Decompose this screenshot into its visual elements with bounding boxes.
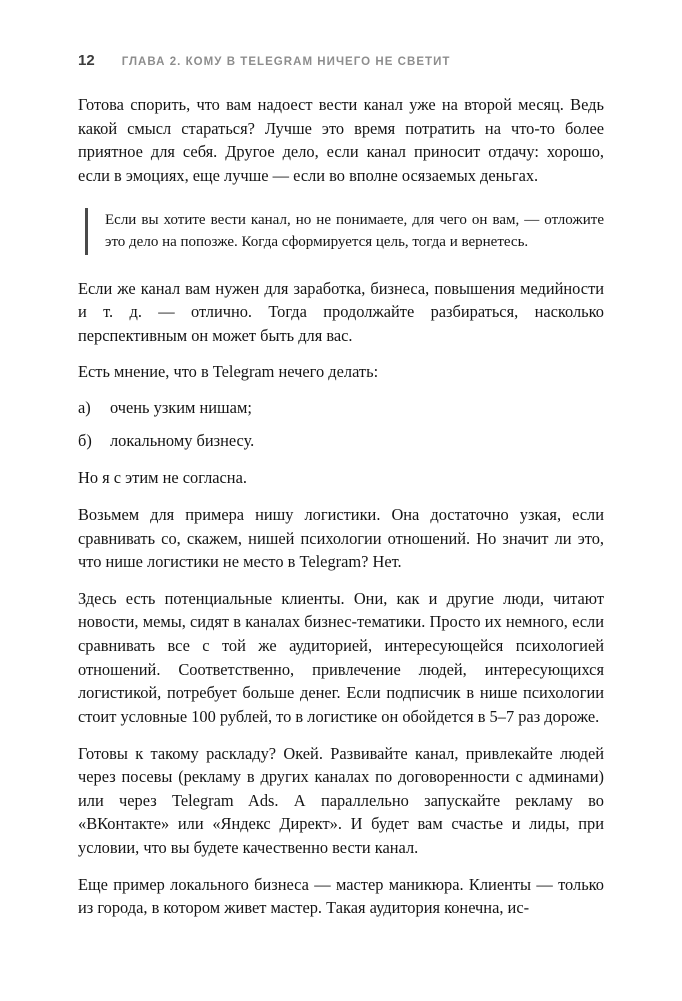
paragraph-2: Если же канал вам нужен для заработка, бизнеса, повышения медийности и т. д. — отлично. Тогда продолжайте разбираться, насколько перспективным он может быть для вас. [78,278,604,345]
paragraph-4: Но я с этим не согласна. [78,468,247,488]
list-marker: а) [78,398,91,417]
list [78,396,604,452]
page-header [78,52,604,69]
list-item [78,396,604,420]
paragraph-5: Возьмем для примера нишу логистики. Она достаточно узкая, если сравнивать со, скажем, нишей психологии отношений. Но значит ли это, что нише логистики не место в Telegram? Нет. [78,504,604,572]
list-item [78,429,604,453]
list-marker: б) [78,430,92,450]
list-item-text: очень узким нишам; [110,398,252,417]
paragraph-7: Готовы к такому раскладу? Окей. Развивайте канал, привлекайте людей через посевы (рекламу в других каналах по договоренности с админами) или через Telegram Ads. А параллельно запускайте рекламу во «ВКонтакте» или «Яндекс Директ». И будет вам счастье и лиды, при условии, что вы будете качественно вести канал. [78,743,604,857]
paragraph-3: Есть мнение, что в Telegram нечего делать: [78,362,379,382]
paragraph-8: Еще пример локального бизнеса — мастер маникюра. Клиенты — только из города, в котором живет мастер. Такая аудитория конечна, ис- [78,874,604,918]
quote-bar [85,208,88,255]
page-body [78,93,604,920]
list-item-text: локальному бизнесу. [110,430,255,450]
chapter-title: ГЛАВА 2. КОМУ В TELEGRAM НИЧЕГО НЕ СВЕТИТ [121,56,451,68]
blockquote [85,208,604,255]
quote-text: Если вы хотите вести канал, но не понимаете, для чего он вам, — отложите это дело на попозже. Когда сформируется цель, тогда и вернетесь. [105,211,604,250]
paragraph-6: Здесь есть потенциальные клиенты. Они, как и другие люди, читают новости, мемы, сидят в каналах бизнес-тематики. Просто их немного, если сравнивать все с той же аудиторией, интересующейся психологией отношений. Соответственно, привлечение людей, интересующихся логистикой, потребует больше денег. Если подписчик в нише психологии стоит условные 100 рублей, то в логистике он обойдется в 5–7 раз дороже. [78,588,604,726]
page-number: 12 [78,52,95,69]
paragraph-1: Готова спорить, что вам надоест вести канал уже на второй месяц. Ведь какой смысл стараться? Лучше это время потратить на что-то более приятное для себя. Другое дело, если канал приносит отдачу: хорошо, если в эмоциях, еще лучше — если во вполне осязаемых деньгах. [78,95,604,185]
